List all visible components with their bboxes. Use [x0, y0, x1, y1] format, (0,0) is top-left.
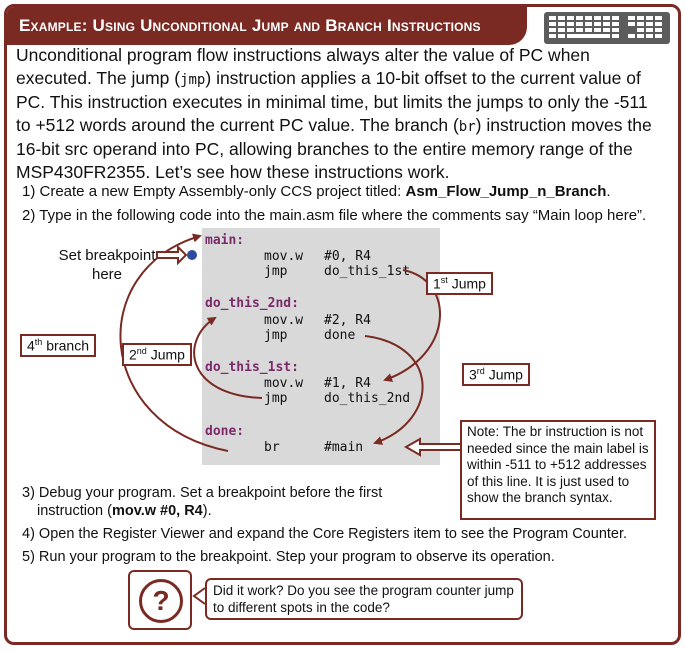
intro-text-2: ) instruction applies a 10-bit offset to the current value of PC. This instruction executes in minimal time, but limits the jumps to only the -511 to +512 words around the current PC value. The branch (	[16, 67, 648, 135]
breakpoint-text-1: Set breakpoint	[58, 247, 156, 264]
label-sup: nd	[136, 346, 147, 356]
label-do-this-2nd: do_this_2nd:	[205, 296, 299, 311]
label-sup: rd	[476, 366, 485, 376]
label-num: 1	[433, 275, 441, 292]
question-text: Did it work? Do you see the program counter jump to different spots in the code?	[205, 578, 523, 620]
note-arrow	[406, 439, 460, 455]
label-text: branch	[42, 337, 90, 354]
step-2: 2) Type in the following code into the main.asm file where the comments say “Main loop here”.	[22, 207, 647, 224]
intro-text-1: Unconditional program flow instructions always alter the value of PC when executed. The jump (	[16, 45, 590, 88]
code-arg: #main	[324, 440, 364, 455]
label-done: done:	[205, 424, 245, 439]
code-op: mov.w	[264, 376, 304, 391]
question-box	[128, 570, 192, 630]
code-op: mov.w	[264, 313, 304, 328]
second-jump-label	[122, 343, 192, 366]
intro-text-3: ) instruction moves the 16-bit src operand into PC, allowing branches to the entire memory range of the MSP430FR2355. Let’s see how these instructions work.	[16, 114, 652, 182]
label-num: 3	[469, 366, 477, 383]
step-3-line-1: 3) Debug your program. Set a breakpoint before the first	[22, 485, 383, 501]
code-op: jmp	[264, 328, 288, 343]
step-1-text: 1) Create a new Empty Assembly-only CCS project titled:	[22, 183, 406, 200]
label-num: 2	[129, 346, 137, 363]
code-arg: #0, R4	[324, 249, 371, 264]
step-1-end: .	[606, 183, 611, 200]
project-name: Asm_Flow_Jump_n_Branch	[405, 183, 607, 200]
label-sup: st	[440, 275, 448, 285]
breakpoint-callout	[52, 246, 162, 284]
code-op: jmp	[264, 264, 288, 279]
code-arg: #2, R4	[324, 313, 371, 328]
fourth-branch-label	[20, 334, 96, 357]
label-text: Jump	[484, 366, 523, 383]
step-3-bold: mov.w #0, R4	[111, 503, 203, 519]
label-main: main:	[205, 233, 245, 248]
intro-br-code: br	[458, 118, 476, 135]
first-jump-label	[426, 272, 493, 295]
step-3-text-c: ).	[202, 503, 212, 519]
question-icon: ?	[139, 579, 183, 623]
breakpoint-text-2: here	[91, 266, 123, 283]
step-4: 4) Open the Register Viewer and expand the Core Registers item to see the Program Counter.	[22, 526, 628, 542]
arrow-second-jump	[194, 318, 262, 398]
code-arg: do_this_2nd	[324, 391, 411, 406]
note-box: Note: The br instruction is not needed since the main label is within -511 to +512 addresses of this line. It is just used to show the branch syntax.	[460, 420, 656, 520]
third-jump-label	[462, 363, 530, 386]
label-text: Jump	[447, 275, 486, 292]
code-arg: done	[324, 328, 356, 343]
label-sup: th	[34, 337, 43, 347]
step-5: 5) Run your program to the breakpoint. Step your program to observe its operation.	[22, 549, 555, 565]
code-op: jmp	[264, 391, 288, 406]
page-title: Example: Using Unconditional Jump and Branch Instructions	[19, 16, 481, 35]
code-op: br	[264, 440, 280, 455]
arrow-third-jump	[365, 336, 423, 443]
code-arg: do_this_1st	[324, 264, 411, 279]
step-3-line-2	[37, 501, 212, 521]
label-num: 4	[27, 337, 35, 354]
intro-jmp-code: jmp	[180, 71, 206, 88]
question-arrow	[194, 588, 205, 604]
label-do-this-1st: do_this_1st:	[205, 360, 299, 375]
code-arg: #1, R4	[324, 376, 371, 391]
label-text: Jump	[146, 346, 185, 363]
code-op: mov.w	[264, 249, 304, 264]
step-3-text-a: instruction (	[37, 503, 112, 519]
breakpoint-dot	[187, 250, 197, 260]
